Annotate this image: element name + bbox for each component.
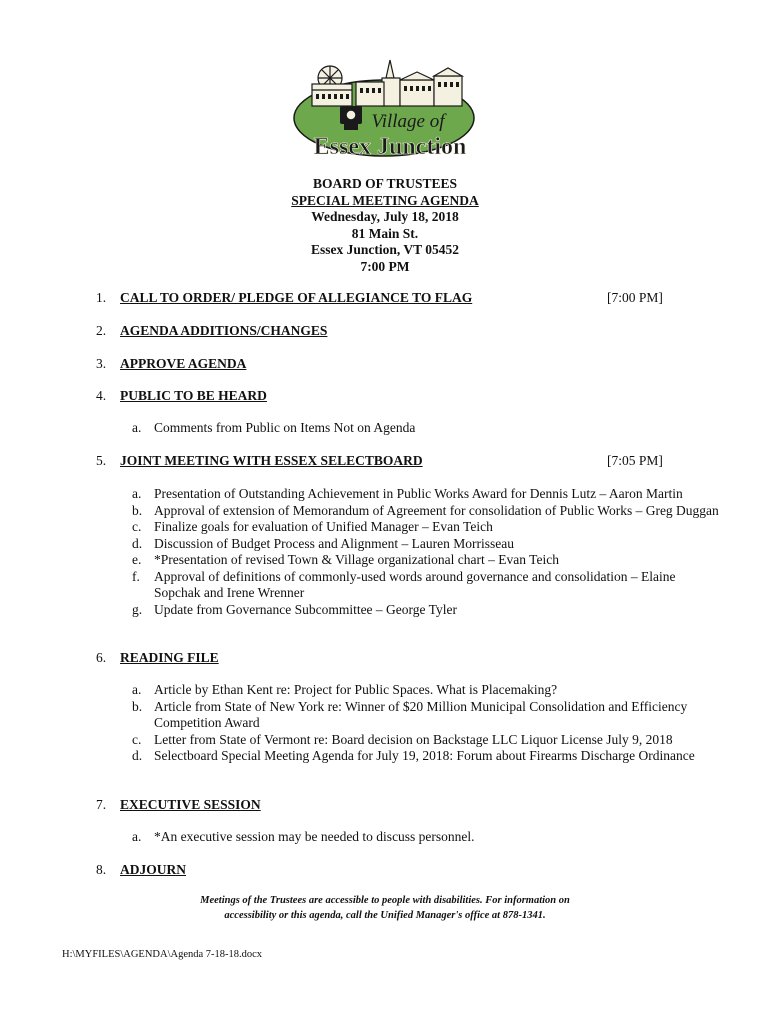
- subitem-letter: d.: [132, 748, 143, 763]
- item-title: JOINT MEETING WITH ESSEX SELECTBOARD: [120, 453, 423, 468]
- meeting-street: 81 Main St.: [351, 225, 419, 241]
- subitem-text: Approval of definitions of commonly-used words around governance and consolidation – Elaine Sopchak and Irene Wrenner: [154, 568, 676, 600]
- agenda-item-4: [96, 388, 267, 405]
- subitem: [120, 569, 720, 602]
- document-filepath: H:\MYFILES\AGENDA\Agenda 7-18-18.docx: [62, 949, 263, 960]
- subitem-text: Comments from Public on Items Not on Agenda: [154, 420, 416, 435]
- accessibility-note-line: Meetings of the Trustees are accessible to people with disabilities. For information on: [200, 895, 570, 906]
- subitem-letter: g.: [132, 601, 143, 617]
- subitem: [120, 536, 720, 553]
- logo-text-village: Village of: [371, 111, 445, 132]
- item-number: 8.: [96, 862, 107, 877]
- agenda-item-2: [96, 323, 327, 340]
- item-number: 3.: [96, 356, 107, 371]
- subitem-text: Article from State of New York re: Winner of $20 Million Municipal Consolidation and Efficiency Competition Award: [154, 698, 688, 730]
- item-title: CALL TO ORDER/ PLEDGE OF ALLEGIANCE TO FLAG: [120, 290, 473, 305]
- subitem-letter: a.: [132, 486, 142, 501]
- agenda-title: SPECIAL MEETING AGENDA: [291, 192, 479, 208]
- subitem: [120, 732, 720, 749]
- subitem: [120, 682, 720, 699]
- village-logo-image: [286, 56, 482, 160]
- item-number: 7.: [96, 797, 107, 812]
- accessibility-note-line: accessibility or this agenda, call the Unified Manager's office at 878-1341.: [224, 910, 546, 921]
- item-time: [7:00 PM]: [607, 290, 663, 305]
- subitem: [120, 699, 720, 732]
- subitem-text: Selectboard Special Meeting Agenda for July 19, 2018: Forum about Firearms Discharge Ordinance: [154, 748, 695, 763]
- subitem: [120, 420, 720, 437]
- subitem-text: Update from Governance Subcommittee – George Tyler: [154, 601, 457, 617]
- subitem: [120, 748, 720, 765]
- board-name: BOARD OF TRUSTEES: [312, 176, 458, 191]
- accessibility-note: [0, 893, 770, 923]
- item-number: 6.: [96, 650, 107, 665]
- agenda-item-6: [96, 650, 219, 667]
- item-number: 4.: [96, 388, 107, 403]
- subitem: [120, 829, 720, 846]
- subitem: [120, 503, 720, 520]
- meeting-date: Wednesday, July 18, 2018: [311, 209, 459, 224]
- logo-text-essex-junction: Essex Junction: [313, 134, 467, 160]
- item-number: 1.: [96, 290, 107, 305]
- agenda-item-8: [96, 862, 186, 879]
- subitem-letter: b.: [132, 698, 143, 714]
- item-title: PUBLIC TO BE HEARD: [120, 388, 267, 403]
- meeting-header: [0, 176, 770, 275]
- agenda-item-1: [96, 290, 472, 307]
- subitem: [120, 519, 720, 536]
- subitem-text: *Presentation of revised Town & Village organizational chart – Evan Teich: [154, 552, 559, 567]
- subitem-text: Article by Ethan Kent re: Project for Public Spaces. What is Placemaking?: [154, 682, 558, 697]
- subitem-text: Presentation of Outstanding Achievement in Public Works Award for Dennis Lutz – Aaron Martin: [154, 486, 683, 501]
- subitem: [120, 486, 720, 503]
- agenda-item-7: [96, 797, 261, 814]
- subitem-letter: a.: [132, 829, 142, 844]
- subitem-text: Finalize goals for evaluation of Unified Manager – Evan Teich: [154, 519, 493, 534]
- item-title: ADJOURN: [120, 862, 186, 877]
- item-number: 2.: [96, 323, 107, 338]
- subitem: [120, 552, 720, 569]
- subitem-text: Letter from State of Vermont re: Board decision on Backstage LLC Liquor License July 9, 2018: [154, 731, 673, 747]
- item-number: 5.: [96, 453, 107, 468]
- subitem-letter: a.: [132, 420, 142, 435]
- subitem-letter: c.: [132, 731, 142, 747]
- subitem: [120, 602, 720, 619]
- subitem-text: *An executive session may be needed to discuss personnel.: [154, 829, 475, 844]
- item-5-subitems: [120, 486, 720, 618]
- subitem-letter: e.: [132, 552, 142, 567]
- subitem-letter: f.: [132, 568, 140, 584]
- subitem-text: Discussion of Budget Process and Alignment – Lauren Morrisseau: [154, 535, 514, 551]
- item-title: EXECUTIVE SESSION: [120, 797, 261, 812]
- agenda-item-3: [96, 356, 246, 373]
- subitem-letter: c.: [132, 519, 142, 534]
- subitem-text: Approval of extension of Memorandum of Agreement for consolidation of Public Works – Greg Duggan: [154, 502, 719, 518]
- agenda-item-5: [96, 453, 423, 470]
- subitem-letter: b.: [132, 502, 143, 518]
- meeting-time: 7:00 PM: [360, 258, 410, 274]
- subitem-letter: a.: [132, 682, 142, 697]
- item-7-subitems: [120, 829, 720, 846]
- item-title: READING FILE: [120, 650, 219, 665]
- item-title: AGENDA ADDITIONS/CHANGES: [120, 323, 328, 338]
- item-time: [7:05 PM]: [607, 453, 663, 468]
- item-4-subitems: [120, 420, 720, 437]
- village-logo: [286, 56, 482, 160]
- item-title: APPROVE AGENDA: [120, 356, 247, 371]
- meeting-city: Essex Junction, VT 05452: [310, 242, 460, 257]
- item-6-subitems: [120, 682, 720, 765]
- subitem-letter: d.: [132, 535, 143, 551]
